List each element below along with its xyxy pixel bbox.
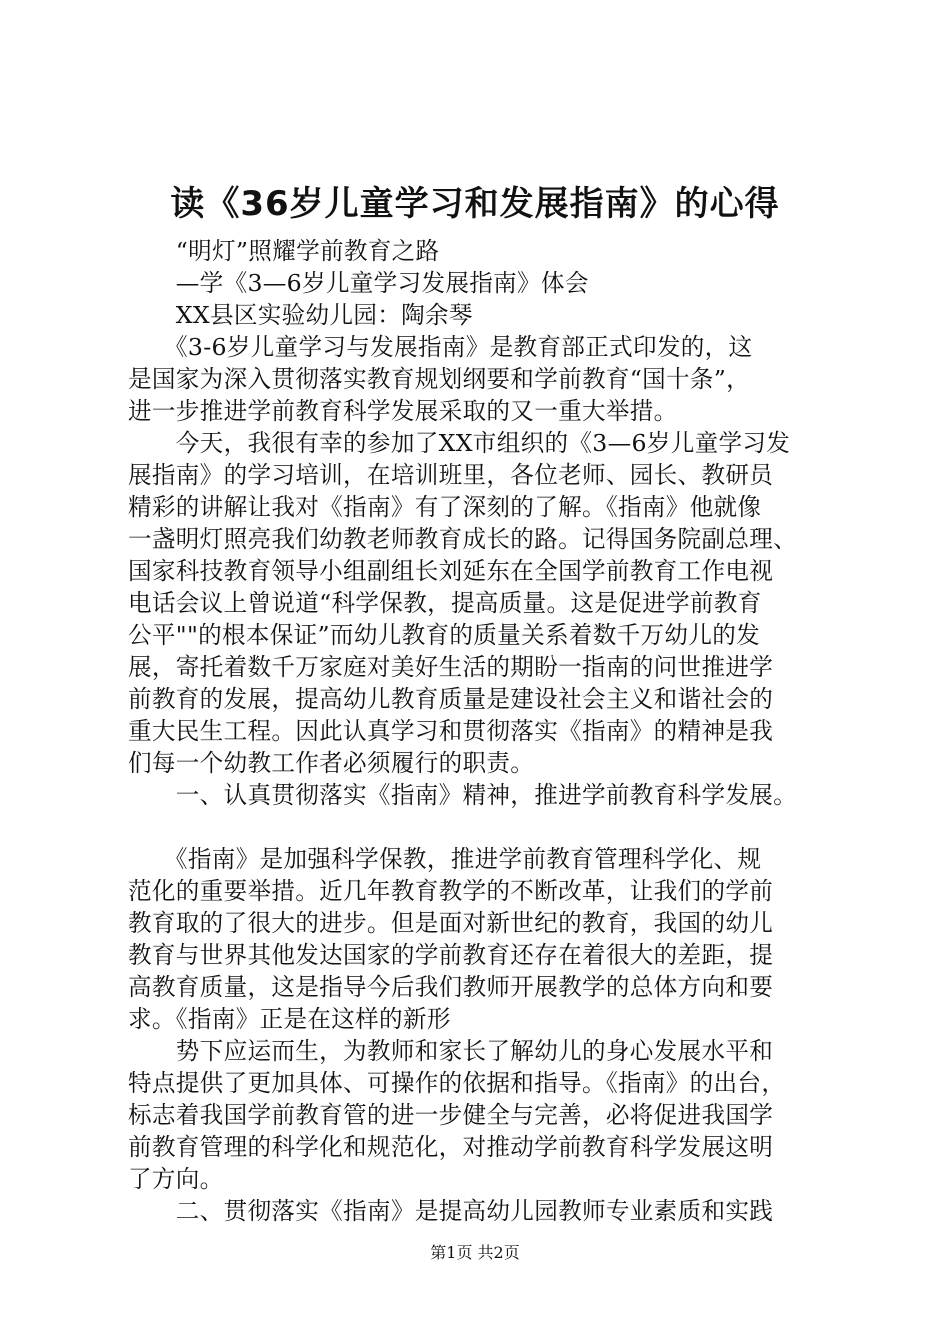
text-line: 国家科技教育领导小组副组长刘延东在全国学前教育工作电视 (128, 557, 774, 585)
text-line: 公平""的根本保证”而幼儿教育的质量关系着数千万幼儿的发 (128, 621, 761, 649)
text-line: 展，寄托着数千万家庭对美好生活的期盼一指南的问世推进学 (128, 653, 774, 681)
text-line: 是国家为深入贯彻落实教育规划纲要和学前教育“国十条”， (128, 365, 751, 393)
section-heading-1: 一、认真贯彻落实《指南》精神，推进学前教育科学发展。 (128, 781, 798, 809)
section-heading-2: 二、贯彻落实《指南》是提高幼儿园教师专业素质和实践 (128, 1197, 774, 1225)
text-line: 标志着我国学前教育管的进一步健全与完善，必将促进我国学 (128, 1101, 774, 1129)
text-line: 教育与世界其他发达国家的学前教育还存在着很大的差距，提 (128, 941, 774, 969)
text-line: XX县区实验幼儿园：陶余琴 (128, 301, 473, 329)
text-line: 了方向。 (128, 1165, 224, 1193)
text-line: 进一步推进学前教育科学发展采取的又一重大举措。 (128, 397, 678, 425)
text-line: 电话会议上曾说道“科学保教，提高质量。这是促进学前教育 (128, 589, 762, 617)
text-line: 精彩的讲解让我对《指南》有了深刻的了解。《指南》他就像 (128, 493, 762, 521)
text-line: 今天，我很有幸的参加了XX市组织的《3—6岁儿童学习发 (128, 429, 791, 457)
page-number: 第1页 共2页 (430, 1243, 520, 1262)
text-line: 势下应运而生，为教师和家长了解幼儿的身心发展水平和 (128, 1037, 774, 1065)
text-line: 展指南》的学习培训，在培训班里，各位老师、园长、教研员 (128, 461, 774, 489)
text-line: 前教育管理的科学化和规范化，对推动学前教育科学发展这明 (128, 1133, 774, 1161)
text-line: 们每一个幼教工作者必须履行的职责。 (128, 749, 535, 777)
document-title: 读《36岁儿童学习和发展指南》的心得 (170, 184, 780, 224)
text-line: 一盏明灯照亮我们幼教老师教育成长的路。记得国务院副总理、 (128, 525, 798, 553)
text-line: 教育取的了很大的进步。但是面对新世纪的教育，我国的幼儿 (128, 909, 774, 937)
text-line: 《3-6岁儿童学习与发展指南》是教育部正式印发的，这 (128, 333, 753, 361)
text-line: 范化的重要举措。近几年教育教学的不断改革，让我们的学前 (128, 877, 774, 905)
text-line: 《指南》是加强科学保教，推进学前教育管理科学化、规 (128, 845, 762, 873)
text-line: 高教育质量，这是指导今后我们教师开展教学的总体方向和要 (128, 973, 774, 1001)
text-line: 重大民生工程。因此认真学习和贯彻落实《指南》的精神是我 (128, 717, 774, 745)
text-line: —学《3—6岁儿童学习发展指南》体会 (128, 269, 589, 297)
text-line: 求。《指南》正是在这样的新形 (128, 1005, 451, 1033)
text-line: “明灯”照耀学前教育之路 (128, 237, 440, 265)
text-line: 前教育的发展，提高幼儿教育质量是建设社会主义和谐社会的 (128, 685, 774, 713)
text-line: 特点提供了更加具体、可操作的依据和指导。《指南》的出台， (128, 1069, 786, 1097)
